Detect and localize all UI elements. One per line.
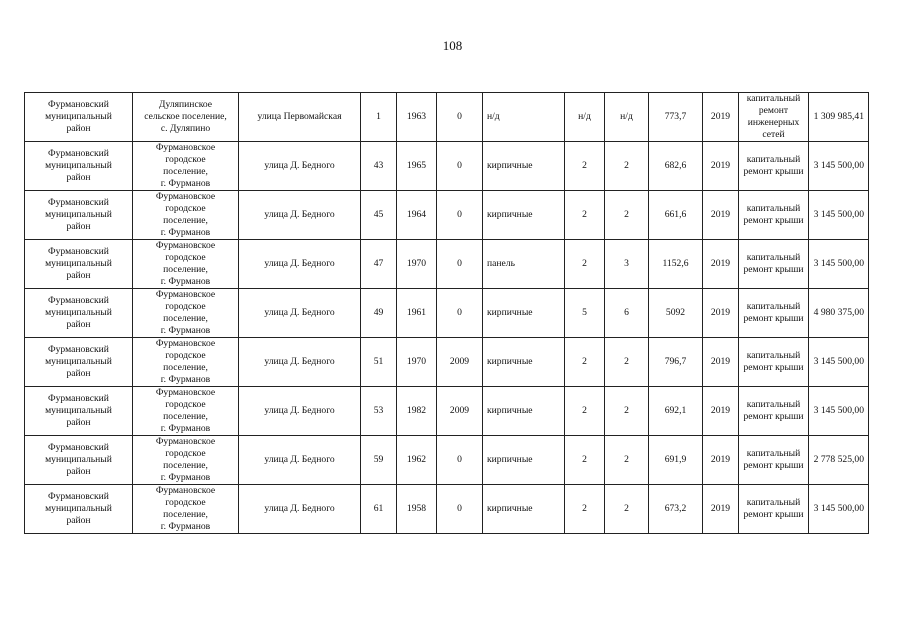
cell-work-type	[739, 93, 809, 142]
cell-district-line: район	[66, 417, 91, 428]
cell-district-line: район	[66, 270, 91, 281]
cell-area: 661,6	[649, 191, 703, 240]
cell-wall-material: панель	[483, 240, 565, 289]
cell-area: 773,7	[649, 93, 703, 142]
cell-district-line: Фурмановский	[48, 148, 109, 159]
cell-district-line: Фурмановский	[48, 99, 109, 110]
cell-plan-year: 2019	[703, 485, 739, 534]
cell-settlement-line: г. Фурманов	[160, 521, 211, 532]
cell-year-repair: 0	[437, 93, 483, 142]
cell-district	[25, 240, 133, 289]
cell-house-number: 59	[361, 436, 397, 485]
cell-settlement-line: городское	[165, 399, 206, 410]
cell-year-repair: 0	[437, 142, 483, 191]
cell-year-built: 1965	[397, 142, 437, 191]
cell-settlement	[133, 142, 239, 191]
cell-plan-year: 2019	[703, 289, 739, 338]
cell-house-number: 45	[361, 191, 397, 240]
table-row	[25, 338, 869, 387]
cell-district	[25, 142, 133, 191]
cell-year-repair: 0	[437, 436, 483, 485]
cell-wall-material: кирпичные	[483, 289, 565, 338]
cell-plan-year: 2019	[703, 387, 739, 436]
cell-area: 1152,6	[649, 240, 703, 289]
cell-plan-year: 2019	[703, 191, 739, 240]
cell-settlement-line: г. Фурманов	[160, 472, 211, 483]
cell-street: улица Д. Бедного	[239, 436, 361, 485]
cell-entrances: 2	[605, 436, 649, 485]
cell-floors: 2	[565, 338, 605, 387]
cell-entrances: 2	[605, 142, 649, 191]
cell-work-type-line: капитальный	[746, 154, 801, 165]
table-row	[25, 436, 869, 485]
cell-year-repair: 2009	[437, 387, 483, 436]
cell-street: улица Первомайская	[239, 93, 361, 142]
cell-plan-year: 2019	[703, 338, 739, 387]
cell-settlement-line: Фурмановское	[155, 191, 216, 202]
cell-settlement-line: г. Фурманов	[160, 325, 211, 336]
cell-house-number: 49	[361, 289, 397, 338]
cell-work-type-line: ремонт крыши	[743, 313, 804, 324]
cell-district-line: муниципальный	[45, 209, 112, 220]
cell-area: 691,9	[649, 436, 703, 485]
cell-settlement-line: городское	[165, 448, 206, 459]
cell-work-type	[739, 240, 809, 289]
cell-settlement-line: Дуляпинское	[158, 99, 213, 110]
cell-settlement-line: городское	[165, 497, 206, 508]
cell-district-line: Фурмановский	[48, 197, 109, 208]
cell-district-line: район	[66, 319, 91, 330]
cell-year-built: 1970	[397, 338, 437, 387]
cell-settlement-line: Фурмановское	[155, 142, 216, 153]
cell-street: улица Д. Бедного	[239, 191, 361, 240]
cell-house-number: 53	[361, 387, 397, 436]
cell-settlement-line: Фурмановское	[155, 485, 216, 496]
cell-work-type-line: ремонт крыши	[743, 215, 804, 226]
cell-entrances: н/д	[605, 93, 649, 142]
cell-work-type-line: ремонт крыши	[743, 460, 804, 471]
repair-program-table	[24, 92, 869, 534]
cell-work-type	[739, 485, 809, 534]
cell-cost: 3 145 500,00	[809, 485, 869, 534]
cell-year-built: 1964	[397, 191, 437, 240]
cell-work-type-line: капитальный	[746, 93, 801, 104]
cell-wall-material: кирпичные	[483, 142, 565, 191]
cell-plan-year: 2019	[703, 436, 739, 485]
cell-work-type	[739, 142, 809, 191]
cell-settlement	[133, 191, 239, 240]
cell-district	[25, 338, 133, 387]
cell-settlement	[133, 240, 239, 289]
cell-district	[25, 485, 133, 534]
cell-settlement-line: г. Фурманов	[160, 227, 211, 238]
cell-settlement	[133, 289, 239, 338]
cell-entrances: 3	[605, 240, 649, 289]
cell-settlement-line: Фурмановское	[155, 387, 216, 398]
cell-cost: 3 145 500,00	[809, 191, 869, 240]
cell-work-type-line: капитальный	[746, 497, 801, 508]
cell-district-line: район	[66, 172, 91, 183]
cell-entrances: 2	[605, 191, 649, 240]
cell-settlement-line: городское	[165, 350, 206, 361]
cell-work-type-line: капитальный	[746, 399, 801, 410]
cell-year-built: 1970	[397, 240, 437, 289]
cell-year-built: 1982	[397, 387, 437, 436]
cell-area: 692,1	[649, 387, 703, 436]
table-body	[25, 93, 869, 534]
cell-area: 682,6	[649, 142, 703, 191]
cell-district-line: муниципальный	[45, 356, 112, 367]
cell-cost: 1 309 985,41	[809, 93, 869, 142]
cell-wall-material: кирпичные	[483, 338, 565, 387]
cell-district-line: район	[66, 515, 91, 526]
table-row	[25, 289, 869, 338]
cell-floors: 2	[565, 387, 605, 436]
cell-plan-year: 2019	[703, 142, 739, 191]
cell-settlement-line: г. Фурманов	[160, 423, 211, 434]
cell-cost: 3 145 500,00	[809, 387, 869, 436]
cell-district-line: муниципальный	[45, 503, 112, 514]
cell-work-type-line: капитальный	[746, 350, 801, 361]
cell-year-repair: 0	[437, 289, 483, 338]
cell-settlement-line: поселение,	[163, 411, 208, 422]
cell-work-type	[739, 338, 809, 387]
cell-work-type	[739, 436, 809, 485]
cell-house-number: 47	[361, 240, 397, 289]
cell-floors: 2	[565, 485, 605, 534]
cell-year-repair: 0	[437, 485, 483, 534]
cell-work-type-line: капитальный	[746, 203, 801, 214]
cell-year-built: 1962	[397, 436, 437, 485]
cell-district-line: муниципальный	[45, 160, 112, 171]
table-row	[25, 93, 869, 142]
cell-work-type	[739, 191, 809, 240]
cell-settlement-line: поселение,	[163, 460, 208, 471]
cell-settlement-line: поселение,	[163, 215, 208, 226]
cell-wall-material: кирпичные	[483, 191, 565, 240]
cell-street: улица Д. Бедного	[239, 289, 361, 338]
cell-wall-material: кирпичные	[483, 387, 565, 436]
table-row	[25, 191, 869, 240]
cell-district-line: Фурмановский	[48, 393, 109, 404]
cell-district-line: район	[66, 466, 91, 477]
page-number: 108	[442, 38, 463, 53]
cell-district-line: район	[66, 221, 91, 232]
cell-year-built: 1958	[397, 485, 437, 534]
cell-year-repair: 2009	[437, 338, 483, 387]
cell-district-line: Фурмановский	[48, 491, 109, 502]
cell-work-type-line: сетей	[762, 129, 785, 140]
cell-settlement-line: городское	[165, 203, 206, 214]
cell-work-type	[739, 387, 809, 436]
cell-work-type-line: ремонт крыши	[743, 411, 804, 422]
cell-house-number: 43	[361, 142, 397, 191]
cell-work-type-line: ремонт крыши	[743, 264, 804, 275]
cell-entrances: 2	[605, 485, 649, 534]
cell-year-built: 1963	[397, 93, 437, 142]
cell-work-type-line: ремонт	[758, 105, 789, 116]
cell-district-line: муниципальный	[45, 405, 112, 416]
cell-district-line: муниципальный	[45, 454, 112, 465]
cell-wall-material: кирпичные	[483, 485, 565, 534]
cell-settlement-line: с. Дуляпино	[160, 123, 211, 134]
cell-work-type	[739, 289, 809, 338]
table-row	[25, 387, 869, 436]
cell-floors: 2	[565, 436, 605, 485]
cell-settlement-line: Фурмановское	[155, 289, 216, 300]
cell-district-line: Фурмановский	[48, 344, 109, 355]
cell-district	[25, 93, 133, 142]
cell-work-type-line: ремонт крыши	[743, 166, 804, 177]
table-row	[25, 142, 869, 191]
cell-settlement-line: городское	[165, 154, 206, 165]
cell-district	[25, 436, 133, 485]
cell-floors: н/д	[565, 93, 605, 142]
cell-district-line: муниципальный	[45, 307, 112, 318]
cell-work-type-line: ремонт крыши	[743, 362, 804, 373]
cell-cost: 3 145 500,00	[809, 338, 869, 387]
cell-settlement-line: г. Фурманов	[160, 178, 211, 189]
cell-entrances: 2	[605, 338, 649, 387]
cell-plan-year: 2019	[703, 240, 739, 289]
cell-district-line: Фурмановский	[48, 246, 109, 257]
cell-settlement-line: поселение,	[163, 264, 208, 275]
cell-settlement-line: городское	[165, 252, 206, 263]
cell-settlement	[133, 485, 239, 534]
cell-floors: 2	[565, 142, 605, 191]
cell-settlement-line: г. Фурманов	[160, 276, 211, 287]
cell-settlement	[133, 436, 239, 485]
cell-street: улица Д. Бедного	[239, 240, 361, 289]
cell-area: 796,7	[649, 338, 703, 387]
cell-work-type-line: капитальный	[746, 448, 801, 459]
cell-floors: 5	[565, 289, 605, 338]
cell-settlement-line: поселение,	[163, 166, 208, 177]
cell-area: 5092	[649, 289, 703, 338]
cell-district	[25, 191, 133, 240]
cell-floors: 2	[565, 191, 605, 240]
cell-settlement-line: городское	[165, 301, 206, 312]
cell-cost: 3 145 500,00	[809, 142, 869, 191]
cell-house-number: 1	[361, 93, 397, 142]
cell-area: 673,2	[649, 485, 703, 534]
cell-year-repair: 0	[437, 240, 483, 289]
cell-entrances: 2	[605, 387, 649, 436]
cell-district-line: район	[66, 368, 91, 379]
cell-year-repair: 0	[437, 191, 483, 240]
cell-settlement-line: Фурмановское	[155, 436, 216, 447]
cell-district	[25, 387, 133, 436]
cell-settlement-line: поселение,	[163, 509, 208, 520]
cell-house-number: 61	[361, 485, 397, 534]
cell-entrances: 6	[605, 289, 649, 338]
cell-district-line: муниципальный	[45, 111, 112, 122]
cell-cost: 2 778 525,00	[809, 436, 869, 485]
cell-street: улица Д. Бедного	[239, 387, 361, 436]
cell-plan-year: 2019	[703, 93, 739, 142]
cell-cost: 3 145 500,00	[809, 240, 869, 289]
cell-settlement-line: Фурмановское	[155, 240, 216, 251]
cell-settlement-line: г. Фурманов	[160, 374, 211, 385]
cell-floors: 2	[565, 240, 605, 289]
cell-work-type-line: ремонт крыши	[743, 509, 804, 520]
table-row	[25, 240, 869, 289]
cell-district-line: Фурмановский	[48, 295, 109, 306]
cell-year-built: 1961	[397, 289, 437, 338]
cell-work-type-line: инженерных	[747, 117, 800, 128]
cell-street: улица Д. Бедного	[239, 338, 361, 387]
cell-settlement	[133, 387, 239, 436]
cell-work-type-line: капитальный	[746, 252, 801, 263]
cell-district-line: Фурмановский	[48, 442, 109, 453]
cell-settlement-line: поселение,	[163, 362, 208, 373]
cell-street: улица Д. Бедного	[239, 485, 361, 534]
cell-cost: 4 980 375,00	[809, 289, 869, 338]
cell-district-line: муниципальный	[45, 258, 112, 269]
cell-settlement-line: Фурмановское	[155, 338, 216, 349]
cell-street: улица Д. Бедного	[239, 142, 361, 191]
cell-settlement-line: сельское поселение,	[144, 111, 227, 122]
cell-work-type-line: капитальный	[746, 301, 801, 312]
cell-wall-material: н/д	[483, 93, 565, 142]
cell-settlement	[133, 93, 239, 142]
table-row	[25, 485, 869, 534]
cell-house-number: 51	[361, 338, 397, 387]
cell-settlement-line: поселение,	[163, 313, 208, 324]
cell-district	[25, 289, 133, 338]
cell-wall-material: кирпичные	[483, 436, 565, 485]
cell-settlement	[133, 338, 239, 387]
cell-district-line: район	[66, 123, 91, 134]
